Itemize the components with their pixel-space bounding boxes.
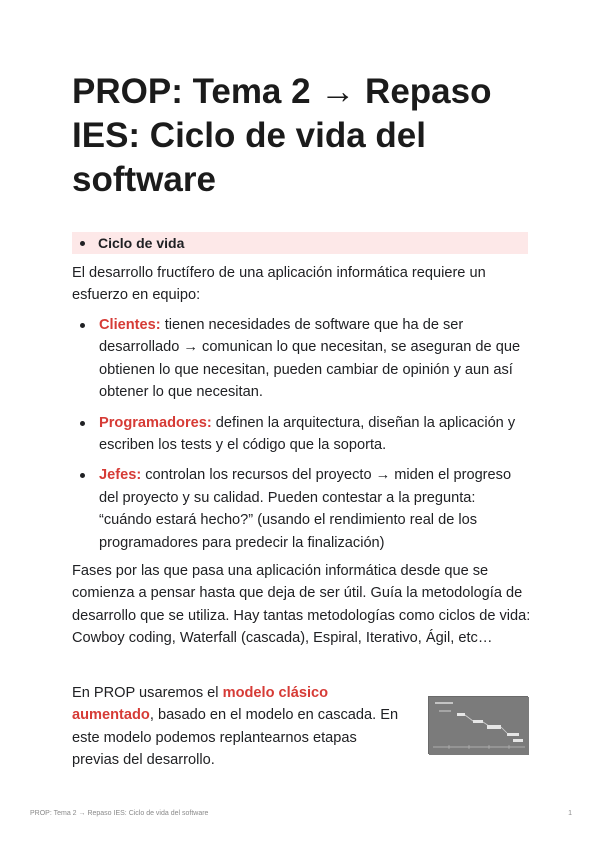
role-term: Jefes:: [99, 467, 142, 484]
role-description: definen la arquitectura, diseñan la aplicación y escriben los tests y el código que la soporta.: [99, 414, 516, 454]
footer-title: PROP: Tema 2 → Repaso IES: Ciclo de vida del software: [30, 810, 209, 817]
model-text-end: , basado en el modelo en cascada. En este modelo podemos replantearnos etapas previas del desarrollo.: [72, 707, 399, 769]
model-paragraph: [72, 682, 404, 772]
section-heading-label: Ciclo de vida: [98, 235, 185, 251]
role-term: Programadores:: [99, 414, 212, 431]
bullet-icon: [80, 473, 85, 478]
role-term: Clientes:: [99, 317, 161, 333]
model-highlight: modelo clásico aumentado: [72, 685, 329, 724]
waterfall-diagram-image: [429, 697, 529, 755]
bullet-icon: [80, 421, 85, 426]
phases-paragraph: Fases por las que pasa una aplicación informática desde que se comienza a pensar hasta que deja de ser útil. Guía la metodología de desarrollo que se utiliza. Hay tantas metodologías como ciclos de vida: Cowboy coding, Waterfall (cascada), Espiral, Iterativo, Ágil, etc…: [72, 563, 531, 647]
model-text-start: En PROP usaremos el: [72, 685, 223, 701]
role-description: controlan los recursos del proyecto → miden el progreso del proyecto y su calidad. Pueden contestar a la pregunta: “cuándo estará hecho?” (usando el rendimiento real de los programadores para predecir la finalización): [99, 467, 512, 551]
role-description: tienen necesidades de software que ha de ser desarrollado → comunican lo que necesitan, se aseguran de que obtienen lo que necesitan, pueden cambiar de opinión y aun así obtener lo que necesitan.: [99, 317, 521, 401]
roles-list: [72, 314, 532, 554]
page-title: PROP: Tema 2 → Repaso IES: Ciclo de vida del software: [72, 72, 492, 199]
list-item: [72, 464, 532, 554]
diagram-thumbnail: [428, 696, 528, 754]
bullet-icon: [80, 323, 85, 328]
intro-paragraph: El desarrollo fructífero de una aplicación informática requiere un esfuerzo en equipo:: [72, 265, 486, 304]
list-item: [72, 412, 532, 457]
section-heading: [72, 232, 528, 254]
bullet-icon: [80, 241, 85, 246]
list-item: [72, 314, 532, 404]
page-number: 1: [568, 810, 572, 817]
